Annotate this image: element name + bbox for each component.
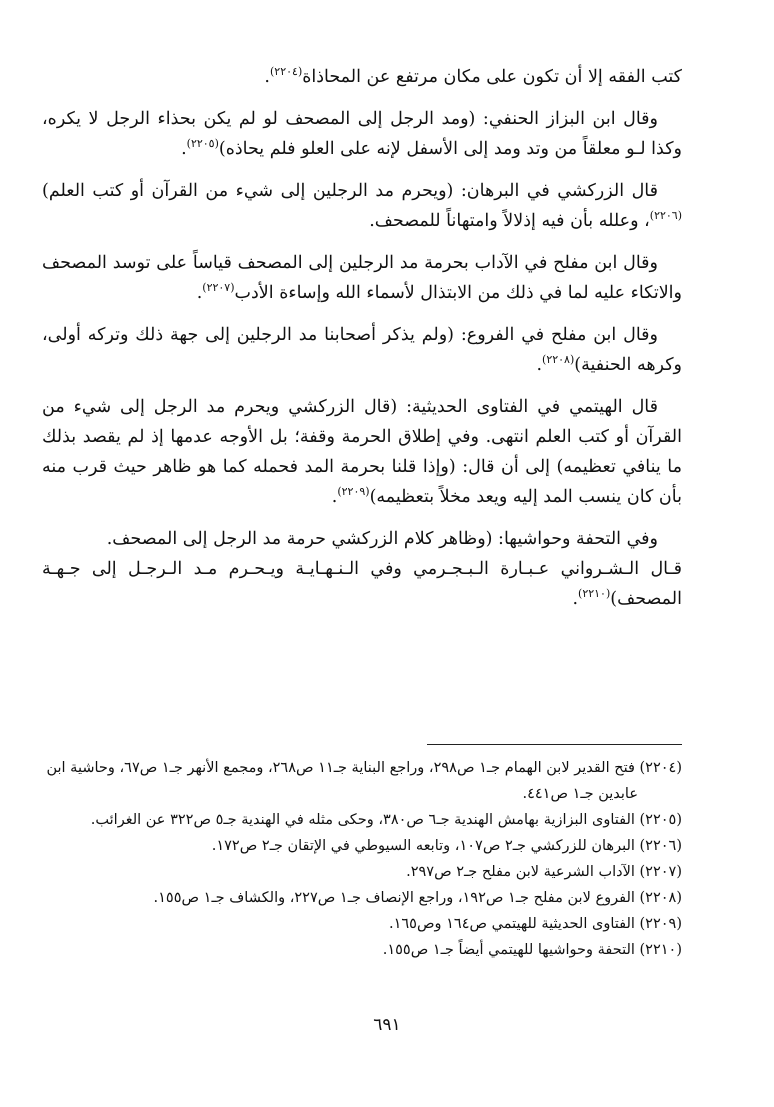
- paragraph-8: قـال الـشـرواني عـبـارة الـبـجـرمي وفي الـنـهـايـة ويـحـرم مـد الـرجـل إلى جـهـة المصحف)$^{(٢٢١٠)}$.: [42, 559, 682, 609]
- paragraph-7: وفي التحفة وحواشيها: (وظاهر كلام الزركشي حرمة مد الرجل إلى المصحف.: [106, 529, 658, 549]
- footnote-2205: (٢٢٠٥) الفتاوى البزازية بهامش الهندية جـ٦ ص٣٨٠، وحكى مثله في الهندية جـ٥ ص٣٢٢ عن الغرائب.: [90, 812, 682, 828]
- footnote-ref: (٢٢٠٥): [186, 137, 219, 151]
- paragraph-6: قال الهيتمي في الفتاوى الحديثية: (قال الزركشي ويحرم مد الرجل إلى شيء من القرآن أو كتب العلم انتهى. وفي إطلاق الحرمة وقفة؛ بل الأوجه عدمها إذ لم يقصد بذلك ما ينافي تعظيمه) إلى أن قال: (وإذا قلنا بحرمة المد فحمله كما هو ظاهر حيث قرب منه بأن كان ينسب المد إليه ويعد مخلاً بتعظيمه)$^{(٢٢٠٩)}$.: [42, 397, 682, 507]
- footnote-ref: (٢٢٠٨): [542, 353, 575, 367]
- footnote-ref: (٢٢٠٩): [337, 485, 370, 499]
- footnote-2204: (٢٢٠٤) فتح القدير لابن الهمام جـ١ ص٢٩٨، وراجع البناية جـ١١ ص٢٦٨، ومجمع الأنهر جـ١ ص٦٧، وحاشية ابن عابدين جـ١ ص٤٤١.: [46, 760, 682, 802]
- paragraph-4: وقال ابن مفلح في الآداب بحرمة مد الرجلين إلى المصحف قياساً على توسد المصحف والاتكاء عليه لما في ذلك من الابتذال لأسماء الله وإساءة الأدب$^{(٢٢٠٧)}$.: [42, 253, 682, 303]
- footnote-2209: (٢٢٠٩) الفتاوى الحديثية للهيتمي ص١٦٤ وص١٦٥.: [389, 916, 682, 932]
- footnote-2210: (٢٢١٠) التحفة وحواشيها للهيتمي أيضاً جـ١ ص١٥٥.: [382, 942, 682, 958]
- footnote-ref: (٢٢٠٦): [649, 209, 682, 223]
- footnote-ref: (٢٢١٠): [578, 587, 611, 601]
- paragraph-5: وقال ابن مفلح في الفروع: (ولم يذكر أصحابنا مد الرجلين إلى جهة ذلك وتركه أولى، وكرهه الحنفية)$^{(٢٢٠٨)}$.: [42, 325, 682, 375]
- main-text: [42, 62, 682, 626]
- footnotes: [42, 755, 682, 963]
- footnote-divider: [427, 744, 682, 745]
- footnote-2206: (٢٢٠٦) البرهان للزركشي جـ٢ ص١٠٧، وتابعه السيوطي في الإتقان جـ٢ ص١٧٢.: [211, 838, 682, 854]
- footnote-ref: (٢٢٠٧): [202, 281, 235, 295]
- footnote-ref: (٢٢٠٤): [270, 65, 303, 79]
- paragraph-1: كتب الفقه إلا أن تكون على مكان مرتفع عن المحاذاة$^{(٢٢٠٤)}$.: [264, 65, 682, 87]
- footnote-2208: (٢٢٠٨) الفروع لابن مفلح جـ١ ص١٩٢، وراجع الإنصاف جـ١ ص٢٢٧، والكشاف جـ١ ص١٥٥.: [153, 890, 682, 906]
- paragraph-2: وقال ابن البزاز الحنفي: (ومد الرجل إلى المصحف لو لم يكن بحذاء الرجل لا يكره، وكذا لـو معلقاً من وتد ومد إلى الأسفل لإنه على العلو فلم يحاذه)$^{(٢٢٠٥)}$.: [42, 109, 682, 159]
- paragraph-3: قال الزركشي في البرهان: (ويحرم مد الرجلين إلى شيء من القرآن أو كتب العلم)$^{(٢٢٠٦)}$، وعلله بأن فيه إذلالاً وامتهاناً للمصحف.: [42, 181, 682, 231]
- page-number: ٦٩١: [373, 1015, 401, 1035]
- footnote-2207: (٢٢٠٧) الآداب الشرعية لابن مفلح جـ٢ ص٢٩٧.: [406, 864, 682, 880]
